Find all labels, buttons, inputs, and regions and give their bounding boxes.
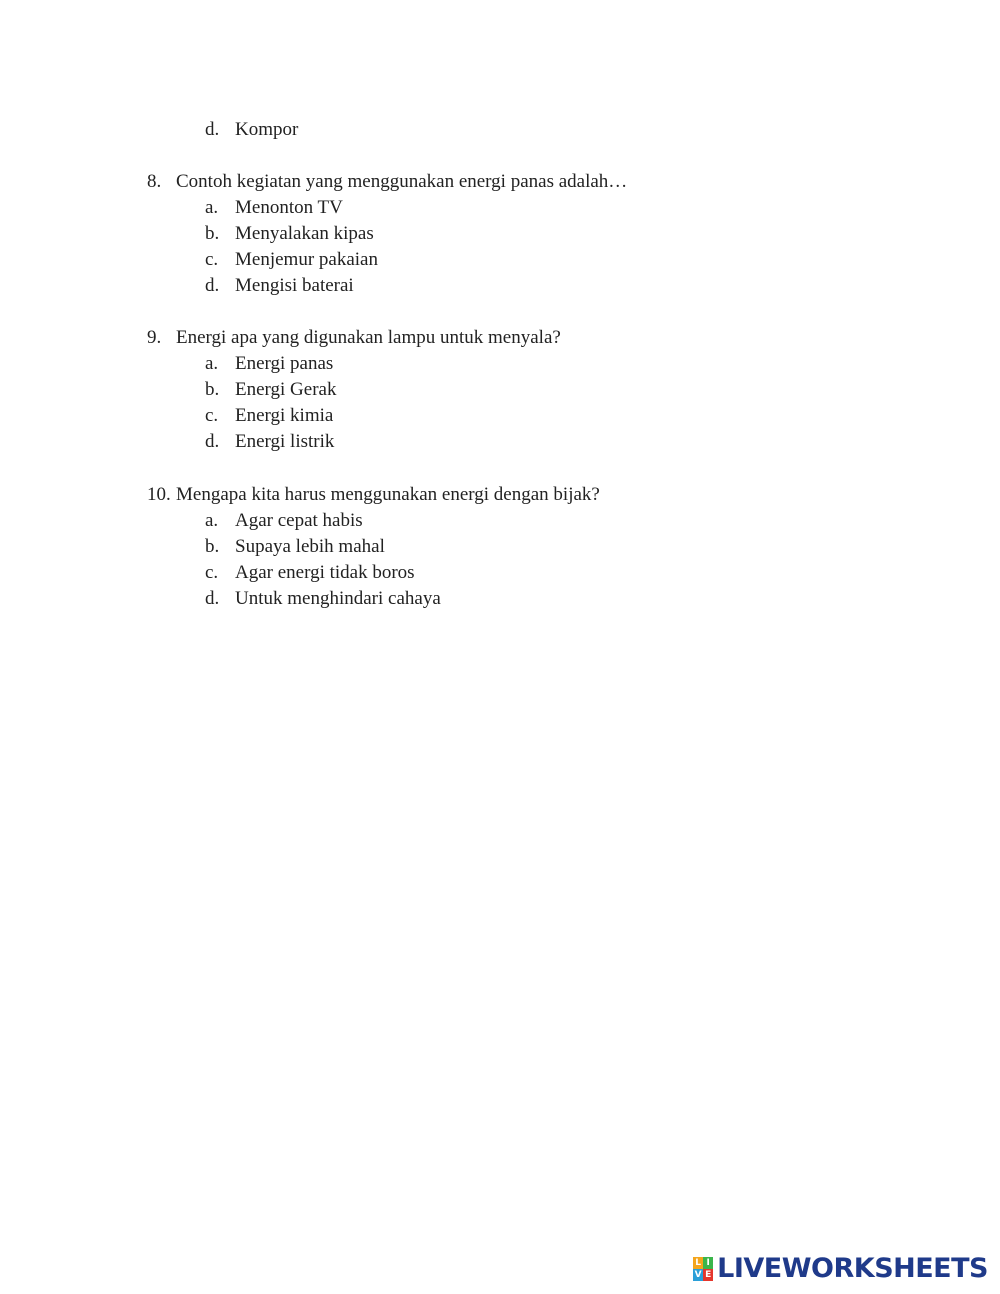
option-text: Agar cepat habis bbox=[235, 510, 363, 531]
option-text: Energi panas bbox=[235, 353, 334, 374]
option-letter: c. bbox=[205, 249, 219, 270]
logo-wordmark: LIVEWORKSHEETS bbox=[717, 1253, 988, 1284]
logo-tile: I bbox=[703, 1257, 713, 1269]
question-text: Contoh kegiatan yang menggunakan energi panas adalah… bbox=[176, 171, 628, 192]
option-letter: a. bbox=[205, 353, 219, 374]
option-letter: d. bbox=[205, 119, 220, 140]
option-text: Untuk menghindari cahaya bbox=[235, 588, 441, 609]
liveworksheets-logo bbox=[693, 1254, 988, 1284]
option-text: Menonton TV bbox=[235, 197, 343, 218]
logo-icon bbox=[693, 1257, 713, 1281]
option-letter: d. bbox=[205, 588, 220, 609]
option-letter: d. bbox=[205, 275, 220, 296]
question-number: 10. bbox=[147, 484, 171, 505]
option-letter: a. bbox=[205, 510, 219, 531]
option-letter: d. bbox=[205, 431, 220, 452]
question-number: 9. bbox=[147, 327, 162, 348]
option-letter: c. bbox=[205, 405, 219, 426]
logo-tile: V bbox=[694, 1269, 702, 1280]
logo-tile: L bbox=[693, 1257, 703, 1269]
logo-tile: E bbox=[705, 1269, 712, 1280]
option-text: Energi Gerak bbox=[235, 379, 337, 400]
question-text: Energi apa yang digunakan lampu untuk menyala? bbox=[176, 327, 561, 348]
option-letter: b. bbox=[205, 223, 220, 244]
option-text: Agar energi tidak boros bbox=[235, 562, 415, 583]
question-number: 8. bbox=[147, 171, 162, 192]
option-letter: a. bbox=[205, 197, 219, 218]
option-text: Kompor bbox=[235, 119, 299, 140]
question-text: Mengapa kita harus menggunakan energi dengan bijak? bbox=[176, 484, 600, 505]
option-letter: b. bbox=[205, 379, 220, 400]
option-text: Supaya lebih mahal bbox=[235, 536, 385, 557]
option-letter: c. bbox=[205, 562, 219, 583]
option-text: Menjemur pakaian bbox=[235, 249, 378, 270]
option-letter: b. bbox=[205, 536, 220, 557]
option-text: Energi listrik bbox=[235, 431, 335, 452]
option-text: Mengisi baterai bbox=[235, 275, 354, 296]
option-text: Energi kimia bbox=[235, 405, 334, 426]
option-text: Menyalakan kipas bbox=[235, 223, 374, 244]
